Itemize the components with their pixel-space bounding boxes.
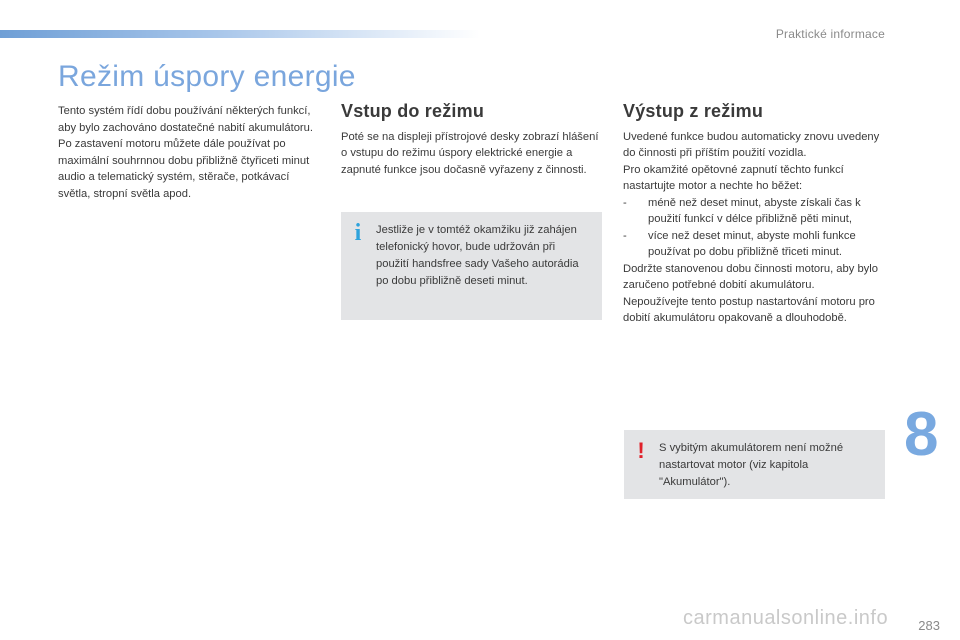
page-title: Režim úspory energie [58, 60, 356, 93]
exit-paragraph: Uvedené funkce budou automaticky znovu uvedeny do činnosti při příštím použití vozidla. [623, 130, 880, 159]
info-icon: i [354, 220, 362, 246]
list-dash: - [623, 229, 627, 242]
list-dash: - [623, 196, 627, 209]
warning-icon: ! [637, 438, 645, 463]
header-gradient-bar [0, 30, 480, 38]
exit-column [623, 103, 888, 327]
entry-paragraph: Poté se na displeji přístrojové desky zobrazí hlášení o vstupu do režimu úspory elektrické energie a zapnuté funkce jsou dočasně vyřazeny z činnosti. [341, 130, 599, 176]
chapter-number: 8 [904, 400, 939, 469]
watermark: carmanualsonline.info [683, 607, 889, 629]
entry-column [341, 103, 603, 178]
intro-column [58, 103, 320, 202]
entry-heading: Vstup do režimu [341, 101, 485, 121]
warning-box-text: S vybitým akumulátorem není možné nastartovat motor (viz kapitola "Akumulátor"). [659, 442, 844, 488]
list-item-text: méně než deset minut, abyste získali čas k použití funkcí v délce přibližně pěti minut, [648, 196, 861, 225]
info-box-text: Jestliže je v tomtéž okamžiku již zahájen telefonický hovor, bude udržován při použití handsfree sady Vašeho autorádia po dobu přibližně deseti minut. [376, 224, 579, 287]
page-number: 283 [918, 618, 940, 633]
exit-paragraph: Pro okamžité opětovné zapnutí těchto funkcí nastartujte motor a nechte ho běžet: [623, 163, 844, 192]
list-item [623, 195, 888, 228]
intro-paragraph: Po zastavení motoru můžete dále používat po maximální souhrnnou dobu přibližně čtyřiceti minut audio a telematický systém, stěrače, potkávací světla, stropní světla apod. [58, 138, 310, 200]
exit-paragraph: Nepoužívejte tento postup nastartování motoru pro dobití akumulátoru opakovaně a dlouhodobě. [623, 295, 875, 324]
warning-box [624, 430, 885, 499]
list-item [623, 228, 888, 261]
exit-heading: Výstup z režimu [623, 101, 764, 121]
intro-paragraph: Tento systém řídí dobu používání některých funkcí, aby bylo zachováno dostatečné nabití akumulátoru. [58, 105, 313, 134]
list-item-text: více než deset minut, abyste mohli funkce používat po dobu přibližně třiceti minut. [648, 229, 856, 258]
section-label: Praktické informace [775, 27, 885, 41]
info-box [341, 212, 602, 320]
exit-paragraph: Dodržte stanovenou dobu činnosti motoru, aby bylo zaručeno potřebné dobití akumulátoru. [623, 262, 878, 291]
